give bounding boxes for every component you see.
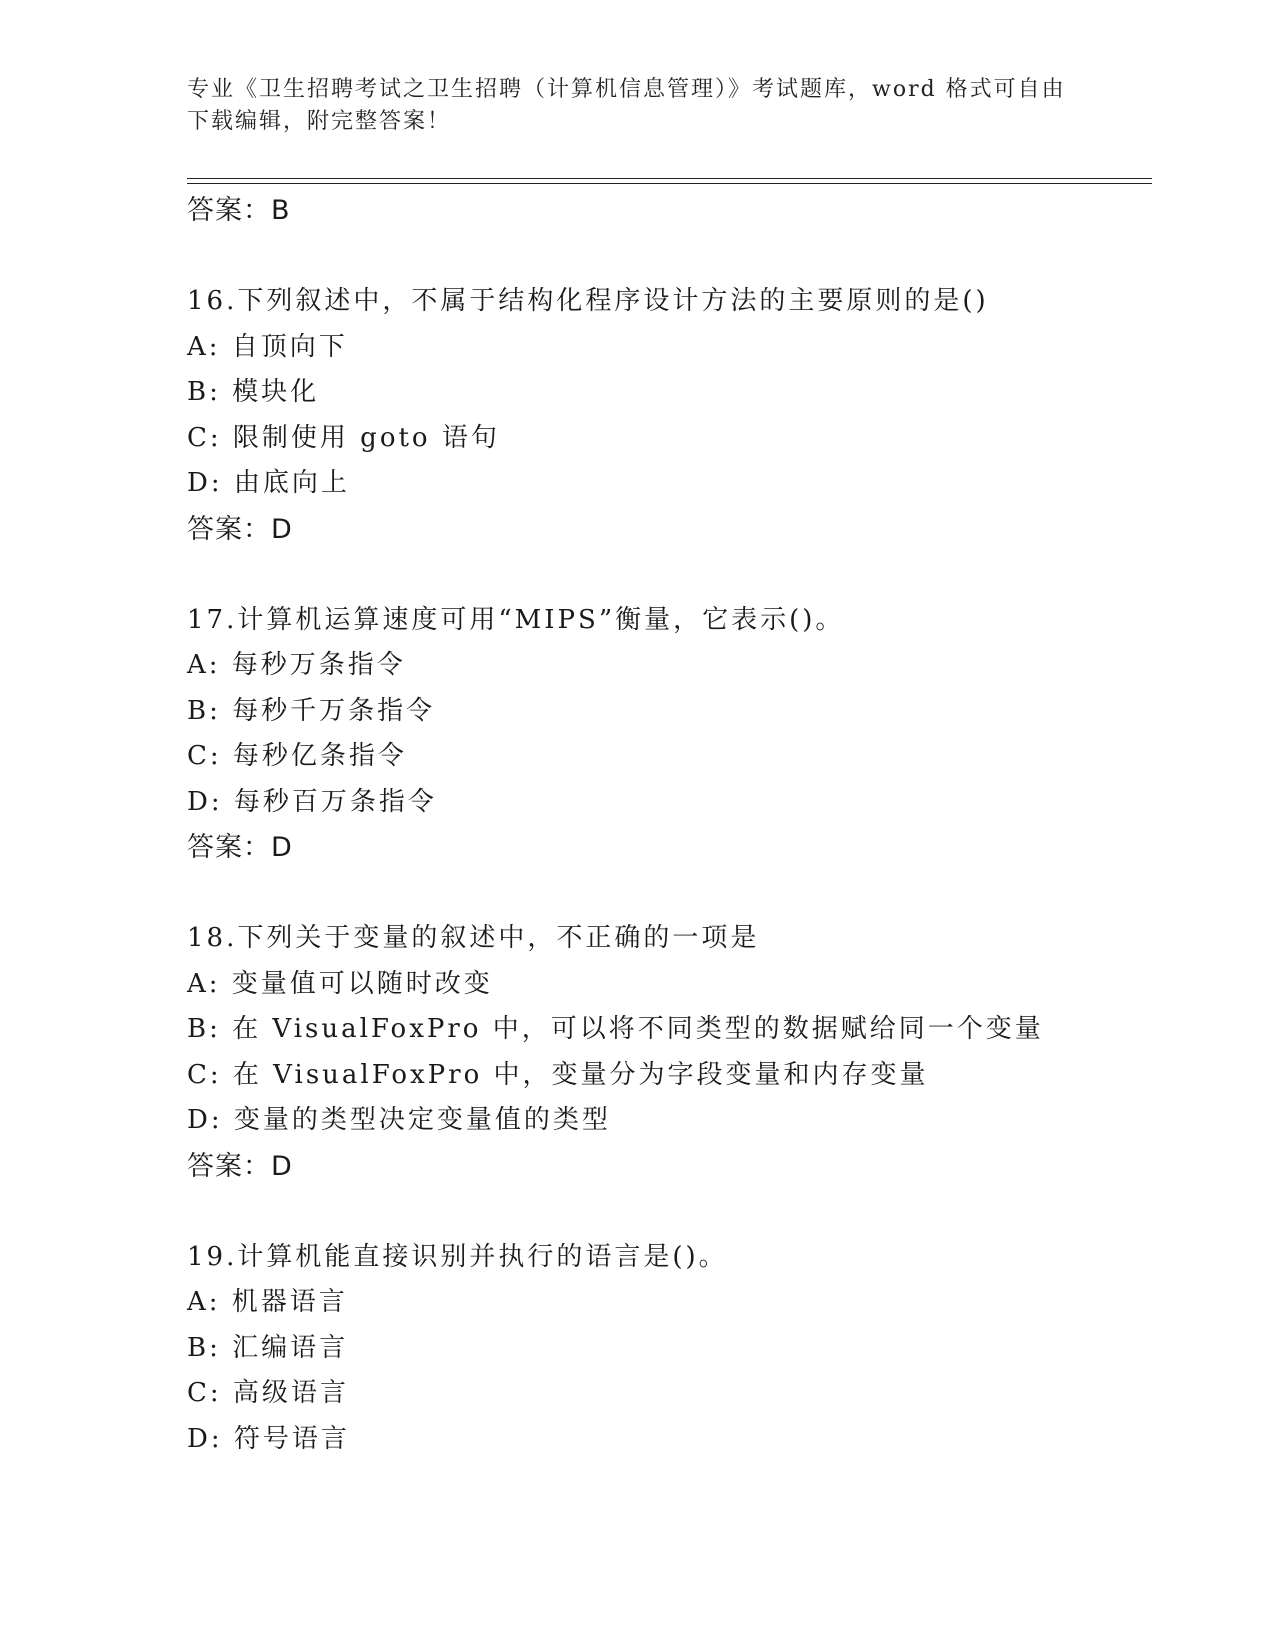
spacer xyxy=(187,871,1152,917)
question-18 xyxy=(187,916,1152,1189)
option-d: D: 变量的类型决定变量值的类型 xyxy=(187,1105,611,1135)
option-b: B: 汇编语言 xyxy=(187,1332,349,1363)
option-a: A: 变量值可以随时改变 xyxy=(187,968,493,999)
option-b: B: 每秒千万条指令 xyxy=(187,695,436,726)
question-list xyxy=(187,188,1152,1462)
option-a: A: 机器语言 xyxy=(187,1287,348,1317)
question-stem: 19.计算机能直接识别并执行的语言是()。 xyxy=(187,1241,728,1272)
option-a: A: 自顶向下 xyxy=(187,331,348,362)
option-a: A: 每秒万条指令 xyxy=(187,650,406,680)
option-b: B: 在 VisualFoxPro 中，可以将不同类型的数据赋给同一个变量 xyxy=(187,1014,1044,1044)
answer-line: 答案：D xyxy=(187,1150,293,1182)
option-d: D: 每秒百万条指令 xyxy=(187,786,437,817)
option-c: C: 每秒亿条指令 xyxy=(187,741,407,771)
option-d: D: 符号语言 xyxy=(187,1423,350,1454)
question-19 xyxy=(187,1235,1152,1463)
answer-line: 答案：D xyxy=(187,513,293,545)
option-d: D: 由底向上 xyxy=(187,468,350,498)
question-16 xyxy=(187,279,1152,552)
header-rule-thin xyxy=(187,183,1152,184)
answer-line: 答案：D xyxy=(187,832,293,863)
option-b: B: 模块化 xyxy=(187,377,320,407)
spacer xyxy=(187,1189,1152,1235)
header-rule-thick xyxy=(187,178,1152,179)
question-17 xyxy=(187,598,1152,871)
option-c: C: 高级语言 xyxy=(187,1378,349,1408)
question-stem: 16.下列叙述中，不属于结构化程序设计方法的主要原则的是() xyxy=(187,286,989,316)
answer-line: 答案：B xyxy=(187,195,291,226)
question-stem: 17.计算机运算速度可用“MIPS”衡量，它表示()。 xyxy=(187,604,845,635)
option-c: C: 在 VisualFoxPro 中，变量分为字段变量和内存变量 xyxy=(187,1059,929,1090)
option-c: C: 限制使用 goto 语句 xyxy=(187,422,500,453)
document-header: 专业《卫生招聘考试之卫生招聘（计算机信息管理）》考试题库，word 格式可自由下载编辑，附完整答案！ xyxy=(187,77,1066,134)
spacer xyxy=(187,552,1152,598)
question-stem: 18.下列关于变量的叙述中，不正确的一项是 xyxy=(187,923,760,953)
spacer xyxy=(187,234,1152,280)
